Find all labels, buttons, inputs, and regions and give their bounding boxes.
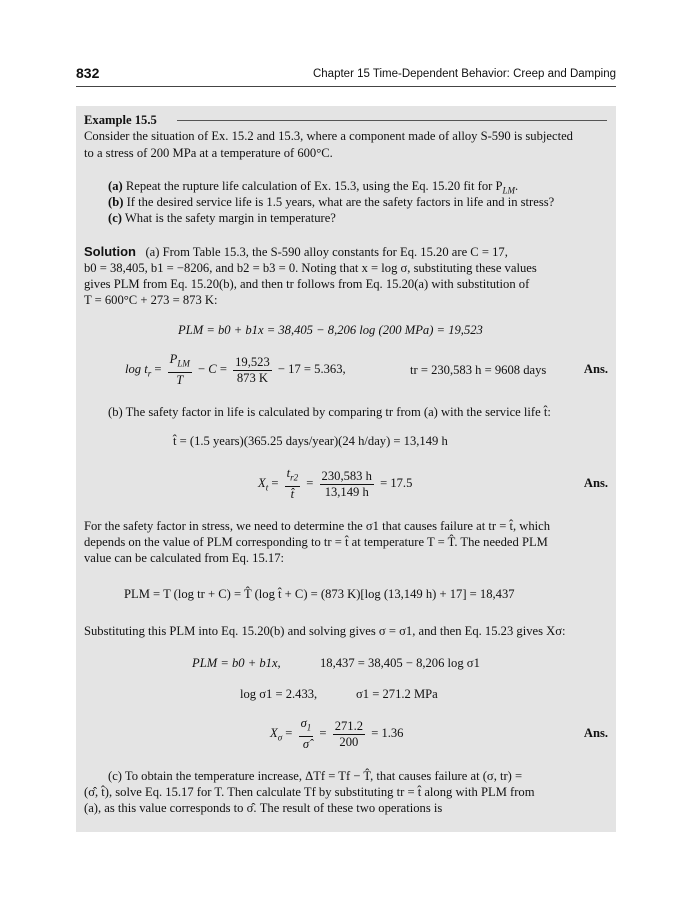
answer-label: Ans. [583, 726, 608, 740]
equation-log-sigma1: log σ1 = 2.433, [240, 687, 318, 701]
part-a-text: Repeat the rupture life calculation of Ex. 15.3, using the Eq. 15.20 fit for P [125, 179, 503, 193]
part-b-text: If the desired service life is 1.5 years, what are the safety factors in life and in stress? [126, 195, 555, 209]
fraction-denominator: 873 K [236, 370, 268, 385]
stress-line1: For the safety factor in stress, we need to determine the σ1 that causes failure at tr = t̂, which [84, 519, 551, 533]
part-a: (a) Repeat the rupture life calculation of Ex. 15.3, using the Eq. 15.20 fit for $P_{LM}$. [108, 179, 519, 196]
log-tr-result: − 17 = 5.363, [277, 362, 346, 376]
solution-line2: b0 = 38,405, b1 = −8206, and b2 = b3 = 0. Noting that x = log σ, substituting these values [84, 261, 537, 275]
equation-plm-3b: 18,437 = 38,405 − 8,206 log σ1 [320, 656, 480, 670]
solution-line1 [84, 244, 508, 260]
part-a-label: (a) [108, 179, 123, 193]
example-intro-line1: Consider the situation of Ex. 15.2 and 15.3, where a component made of alloy S-590 is subjected [84, 129, 573, 143]
chapter-title: Chapter 15 Time-Dependent Behavior: Creep and Damping [312, 68, 616, 80]
part-c-line2: (σ̂, t̂), solve Eq. 15.17 for T. Then calculate Tf by substituting tr = t̂ along with PLM from [84, 785, 535, 799]
answer-label: Ans. [583, 476, 608, 490]
xt-numerator: 230,583 h [321, 468, 372, 483]
equation-plm-3a: PLM = b0 + b1x, [192, 656, 281, 670]
part-c-line1: (c) To obtain the temperature increase, ΔTf = Tf − T̂, that causes failure at (σ, tr) = [108, 769, 523, 783]
stress-line3: value can be calculated from Eq. 15.17: [84, 551, 285, 565]
fraction-log-tr [233, 355, 272, 386]
fraction-x-sigma [333, 719, 365, 750]
xt-denominator: 13,149 h [324, 484, 369, 499]
equation-log-tr: $\log t_r$ = $\frac{P_{LM}}{T}$ − C = $\frac{19,523}{873 K}$ − 17 = 5.363, [125, 352, 346, 387]
equation-plm-2: PLM = T (log tr + C) = T̂ (log t̂ + C) = (873 K)[log (13,149 h) + 17] = 18,437 [124, 587, 515, 601]
equation-tr: tr = 230,583 h = 9608 days [410, 363, 547, 377]
fraction-tr2-over-that: $\frac{t_{r2}}{t̂}$ [286, 466, 299, 501]
solution-line1-text: (a) From Table 15.3, the S-590 alloy constants for Eq. 15.20 are C = 17, [145, 245, 508, 259]
xt-result: = 17.5 [380, 476, 413, 490]
solution-line4: T = 600°C + 273 = 873 K: [84, 293, 218, 307]
part-b-label: (b) [108, 195, 124, 209]
equation-sigma1: σ1 = 271.2 MPa [356, 687, 438, 701]
stress-line2: depends on the value of PLM corresponding to tr = t̂ at temperature T = T̂. The needed PLM [84, 535, 548, 549]
part-b-solution-intro: (b) The safety factor in life is calculated by comparing tr from (a) with the service life t̂: [108, 405, 551, 419]
fraction-numerator: 19,523 [235, 354, 270, 369]
substitution-text: Substituting this PLM into Eq. 15.20(b) and solving gives σ = σ1, and then Eq. 15.23 gives Xσ: [84, 624, 566, 638]
fraction-plm-over-t: $\frac{P_{LM}}{T}$ [169, 352, 190, 387]
part-c-line3: (a), as this value corresponds to σ̂. The result of these two operations is [84, 801, 443, 815]
x-sigma-denominator: 200 [339, 734, 359, 749]
part-c [108, 210, 336, 226]
example-title-rule [177, 120, 607, 121]
page-number: 832 [76, 65, 100, 81]
header-rule [76, 86, 616, 87]
example-title: Example 15.5 [84, 113, 157, 127]
equation-xt: $X_t$ = $\frac{t_{r2}}{t̂}$ = $\frac{230,583 h}{13,149 h}$ = 17.5 [258, 466, 413, 501]
equation-t-hat: t̂ = (1.5 years)(365.25 days/year)(24 h/day) = 13,149 h [173, 434, 448, 448]
fraction-sigma1-over-sigma-hat: $\frac{\sigma_1}{\sigmâ}$ [300, 716, 312, 751]
x-sigma-result: = 1.36 [371, 726, 404, 740]
example-intro-line2: to a stress of 200 MPa at a temperature of 600°C. [84, 146, 333, 160]
part-c-label: (c) [108, 211, 122, 225]
part-b [108, 194, 554, 210]
x-sigma-numerator: 271.2 [334, 718, 364, 733]
fraction-xt [320, 469, 374, 500]
equation-plm: PLM = b0 + b1x = 38,405 − 8,206 log (200 MPa) = 19,523 [178, 323, 483, 337]
solution-label: Solution [84, 244, 136, 259]
equation-x-sigma: $X_\sigma$ = $\frac{\sigma_1}{\sigmâ}$ = $\frac{271.2}{200}$ = 1.36 [270, 716, 404, 751]
part-c-text: What is the safety margin in temperature? [124, 211, 336, 225]
solution-line3: gives PLM from Eq. 15.20(b), and then tr follows from Eq. 15.20(a) with substitution of [84, 277, 530, 291]
answer-label: Ans. [583, 362, 608, 376]
